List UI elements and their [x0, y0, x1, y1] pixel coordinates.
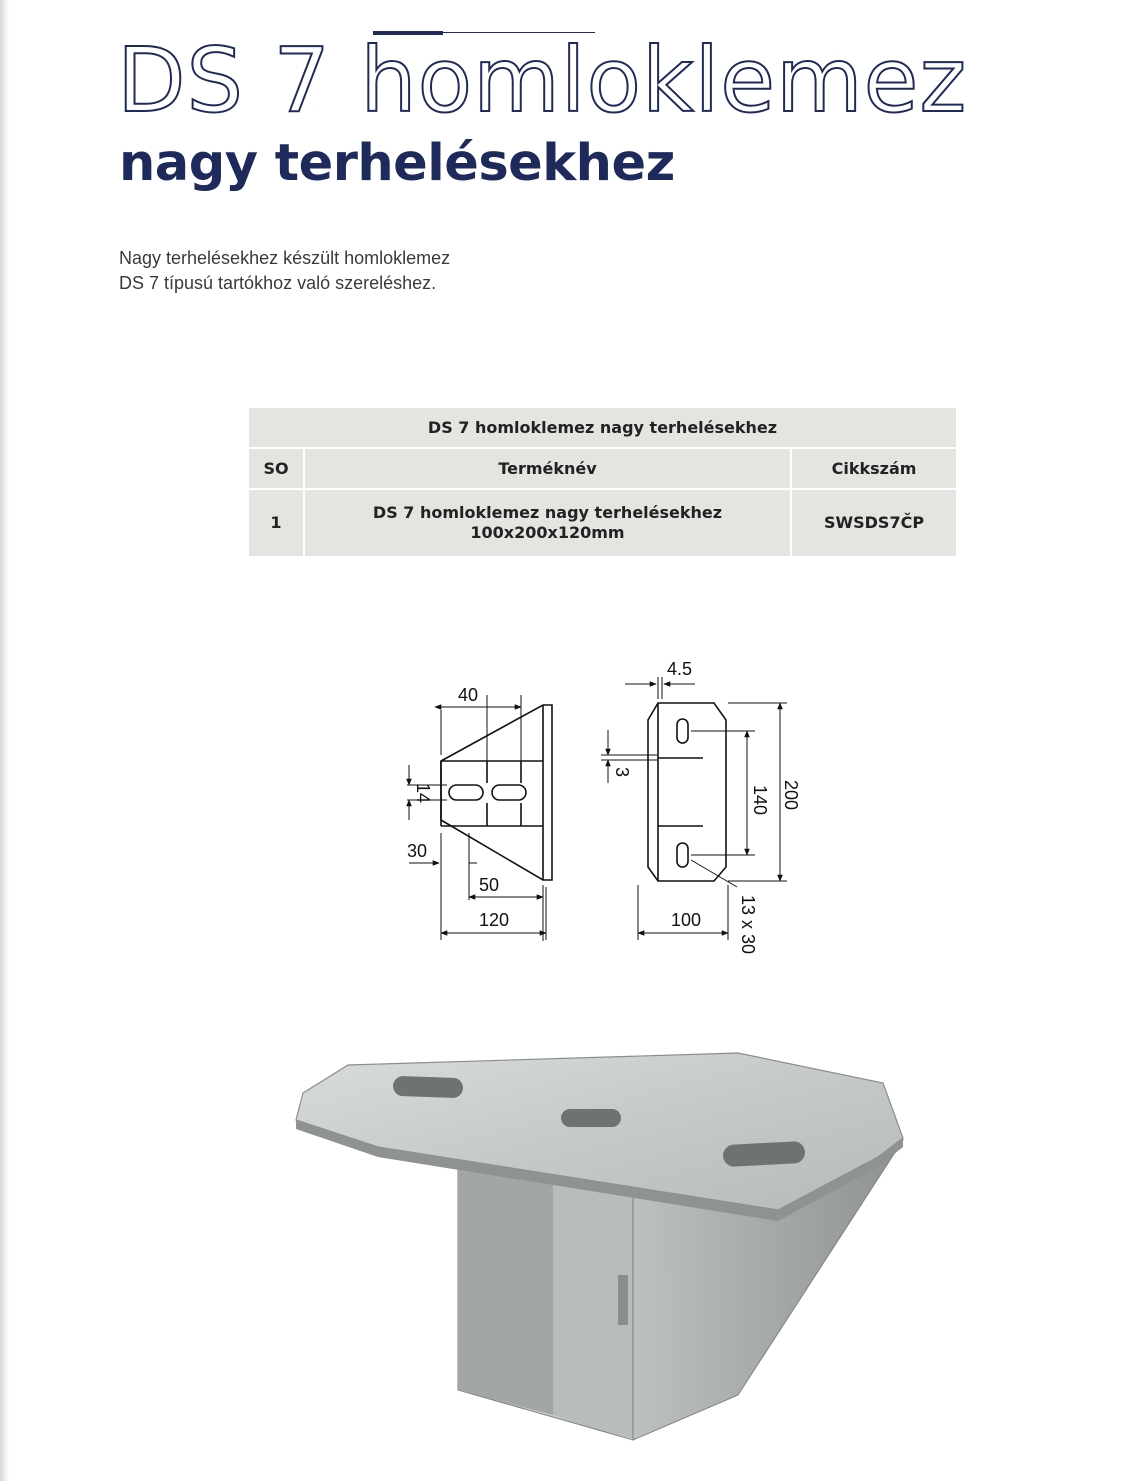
column-header-so: SO	[249, 449, 305, 490]
cell-article-number: SWSDS7ČP	[792, 490, 956, 556]
product-table	[249, 408, 956, 556]
dim-slot-13x30: 13 x 30	[738, 895, 758, 955]
page-edge-shadow	[0, 0, 9, 1481]
product-description	[119, 246, 450, 296]
page-subtitle: nagy terhelésekhez	[119, 134, 675, 193]
dim-40: 40	[458, 685, 479, 705]
column-header-article-number: Cikkszám	[792, 449, 956, 490]
product-photo	[278, 1025, 928, 1455]
dim-14: 14	[413, 783, 433, 804]
dim-140: 140	[750, 785, 770, 816]
cell-product-name	[305, 490, 792, 556]
dim-30: 30	[407, 841, 428, 861]
dim-100: 100	[671, 910, 702, 930]
cell-so: 1	[249, 490, 305, 556]
dim-4-5: 4.5	[667, 659, 693, 679]
dim-50: 50	[479, 875, 500, 895]
table-caption: DS 7 homloklemez nagy terhelésekhez	[249, 408, 956, 449]
description-line-2: DS 7 típusú tartókhoz való szereléshez.	[119, 273, 437, 293]
description-line-1: Nagy terhelésekhez készült homloklemez	[119, 248, 451, 268]
column-header-product-name: Terméknév	[305, 449, 792, 490]
dim-200: 200	[781, 780, 801, 811]
dim-3: 3	[612, 767, 632, 778]
table-row	[249, 490, 956, 556]
product-name-line-2: 100x200x120mm	[470, 523, 625, 542]
page-title: DS 7 homloklemez	[117, 28, 968, 132]
technical-drawing	[395, 655, 815, 960]
dim-120: 120	[479, 910, 510, 930]
product-name-line-1: DS 7 homloklemez nagy terhelésekhez	[372, 503, 723, 522]
